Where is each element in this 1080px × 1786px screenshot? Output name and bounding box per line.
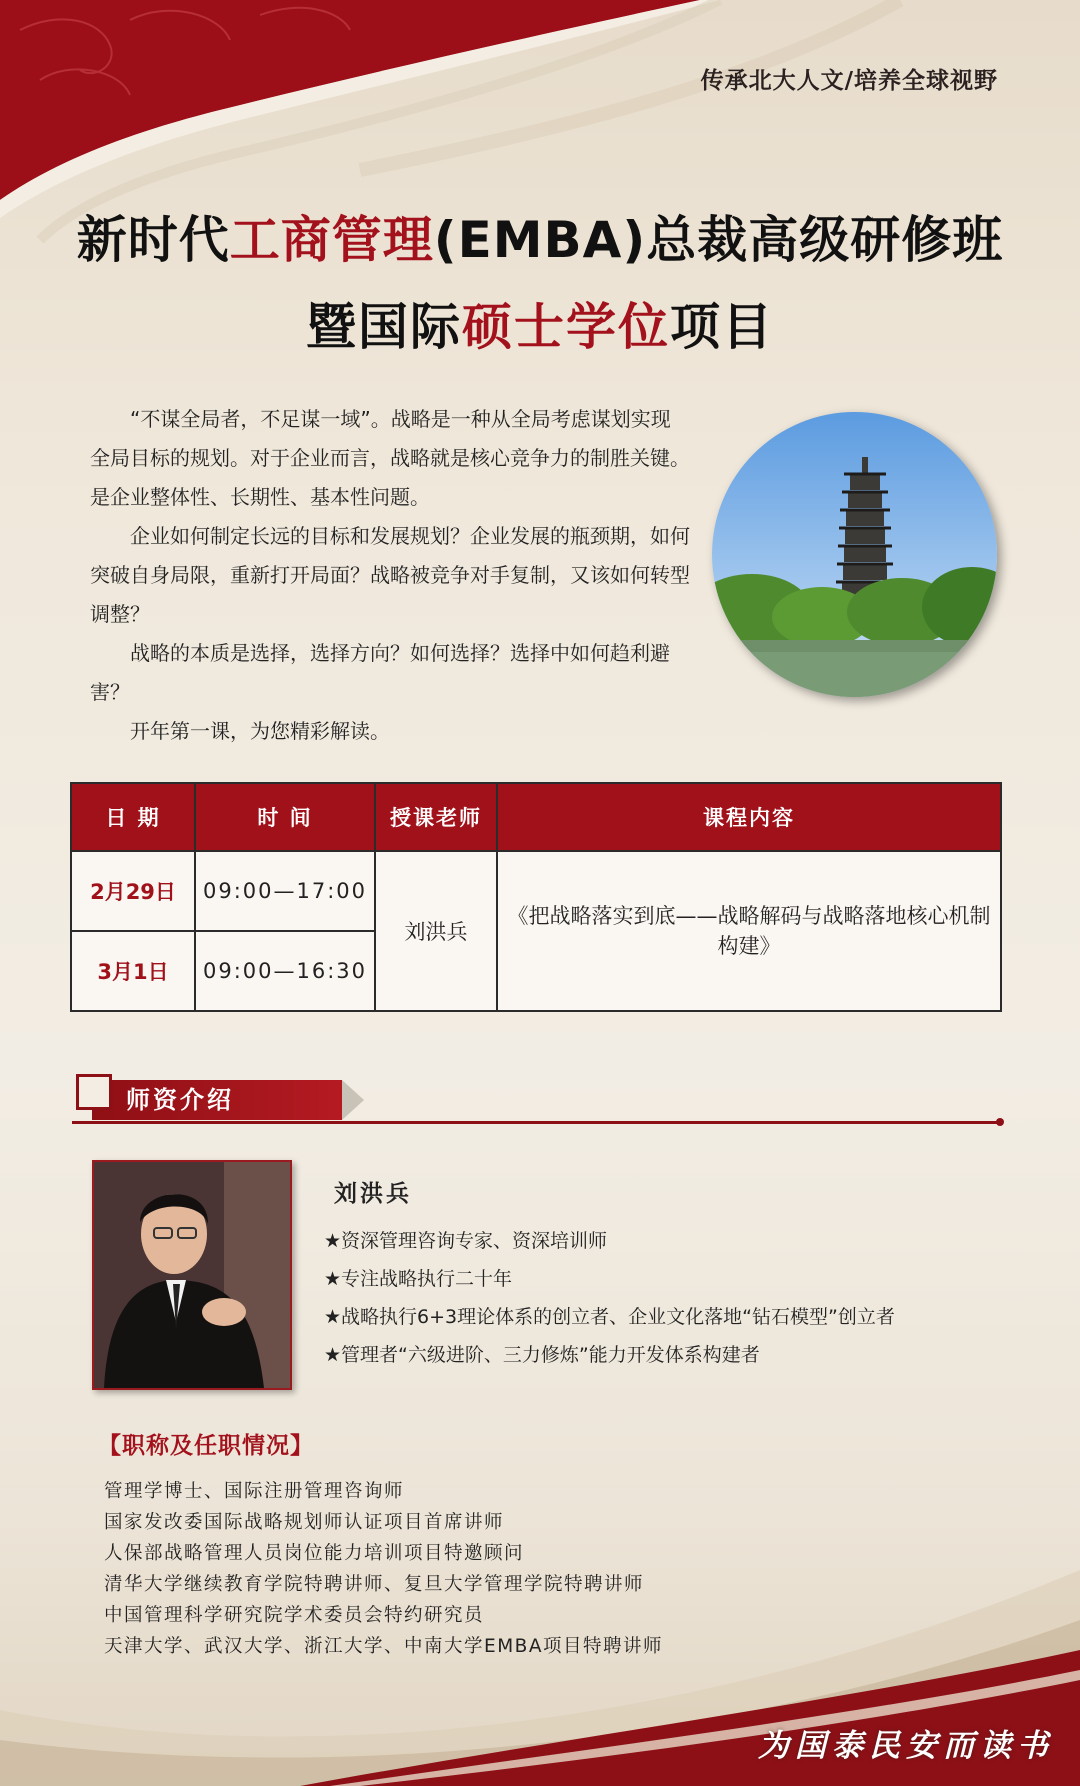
- titles-list: [104, 1476, 663, 1662]
- schedule-table: [70, 782, 1002, 1012]
- bullet-item: ★管理者“六级进阶、三力修炼”能力开发体系构建者: [324, 1344, 760, 1366]
- time-cell: 09:00—17:00: [195, 851, 375, 931]
- pagoda-image: [712, 412, 997, 697]
- table-header-row: [71, 783, 1001, 851]
- table-row: [71, 851, 1001, 931]
- section-divider: [72, 1121, 1002, 1124]
- tagline: 传承北大人文/培养全球视野: [700, 68, 998, 94]
- list-item: 中国管理科学研究院学术委员会特约研究员: [104, 1605, 485, 1626]
- intro-paragraph: 开年第一课，为您精彩解读。: [130, 719, 390, 743]
- intro-paragraph: 企业如何制定长远的目标和发展规划？企业发展的瓶颈期，如何突破自身局限，重新打开局面？战略被竞争对手复制，又该如何转型调整？: [90, 524, 690, 626]
- content-cell: 《把战略落实到底——战略解码与战略落地核心机制构建》: [497, 851, 1001, 1011]
- list-item: 天津大学、武汉大学、浙江大学、中南大学EMBA项目特聘讲师: [104, 1636, 664, 1657]
- section-fold-icon: [342, 1080, 364, 1120]
- header-time: 时 间: [195, 783, 375, 851]
- intro-paragraph: “不谋全局者，不足谋一域”。战略是一种从全局考虑谋划实现全局目标的规划。对于企业而言，战略就是核心竞争力的制胜关键。是企业整体性、长期性、基本性问题。: [90, 407, 690, 509]
- bullet-item: ★专注战略执行二十年: [324, 1268, 513, 1290]
- header-teacher: 授课老师: [375, 783, 497, 851]
- title-highlight: 工商管理: [229, 211, 434, 269]
- header-content: 课程内容: [497, 783, 1001, 851]
- footer-slogan: 为国泰民安而读书: [758, 1728, 1054, 1764]
- title-part: 暨国际: [306, 298, 462, 356]
- page-title-line1: [0, 200, 1080, 272]
- divider-dot: [996, 1118, 1004, 1126]
- teacher-cell: 刘洪兵: [375, 851, 497, 1011]
- header-date: 日 期: [71, 783, 195, 851]
- date-cell: 3月1日: [71, 931, 195, 1011]
- section-title: 师资介绍: [92, 1080, 342, 1120]
- intro-text: [90, 400, 690, 751]
- page-title-line2: [0, 287, 1080, 359]
- title-part: (EMBA)总裁高级研修班: [433, 211, 1004, 269]
- title-highlight: 硕士学位: [462, 298, 670, 356]
- bullet-item: ★战略执行6+3理论体系的创立者、企业文化落地“钻石模型”创立者: [324, 1306, 895, 1328]
- date-cell: 2月29日: [71, 851, 195, 931]
- list-item: 管理学博士、国际注册管理咨询师: [104, 1481, 405, 1502]
- list-item: 人保部战略管理人员岗位能力培训项目特邀顾问: [104, 1543, 525, 1564]
- list-item: 清华大学继续教育学院特聘讲师、复旦大学管理学院特聘讲师: [104, 1574, 645, 1595]
- teacher-photo: [92, 1160, 292, 1390]
- section-square-icon: [76, 1074, 112, 1110]
- time-cell: 09:00—16:30: [195, 931, 375, 1011]
- teacher-bullets: [324, 1222, 895, 1374]
- list-item: 国家发改委国际战略规划师认证项目首席讲师: [104, 1512, 505, 1533]
- title-part: 项目: [670, 298, 774, 356]
- bullet-item: ★资深管理咨询专家、资深培训师: [324, 1230, 608, 1252]
- intro-paragraph: 战略的本质是选择，选择方向？如何选择？选择中如何趋利避害？: [90, 641, 670, 704]
- title-part: 新时代: [76, 211, 230, 269]
- titles-heading: 【职称及任职情况】: [98, 1433, 314, 1459]
- teacher-name: 刘洪兵: [334, 1181, 412, 1207]
- section-header: [72, 1070, 1002, 1122]
